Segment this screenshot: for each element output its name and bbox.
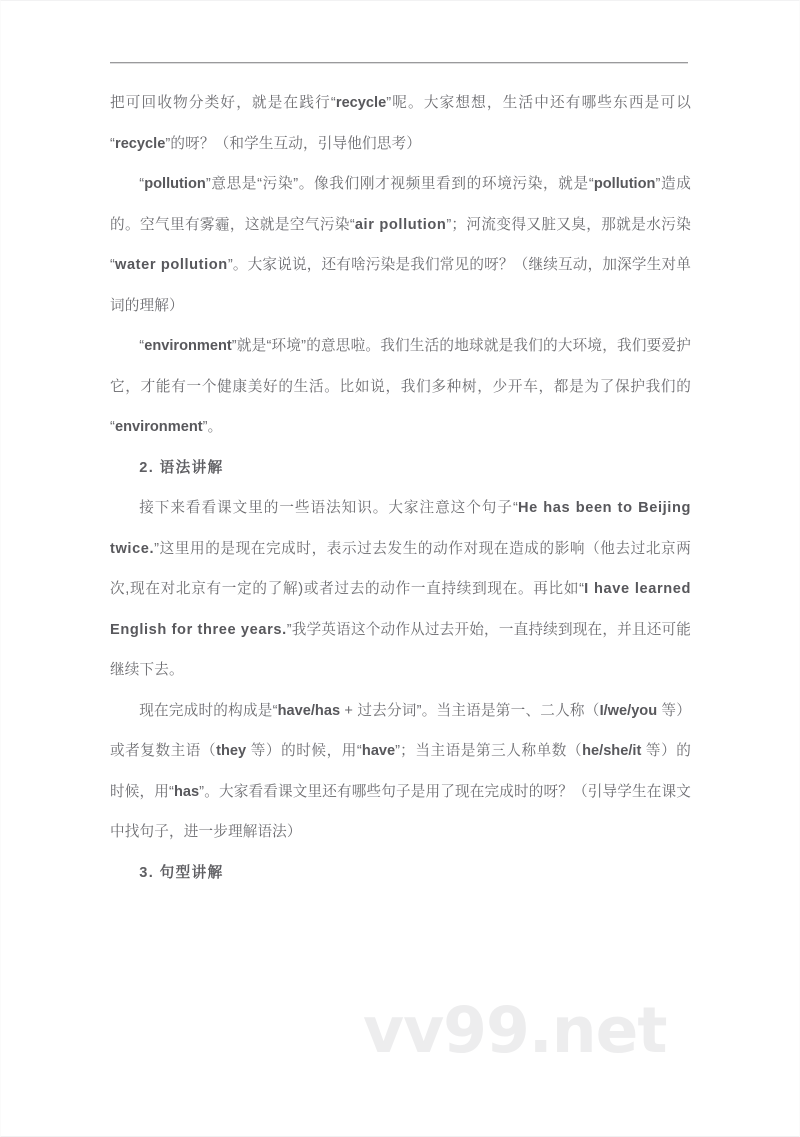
inline-english: he/she/it	[582, 743, 642, 759]
inline-english: I have learned English for three years.	[110, 581, 691, 638]
paragraph-present-perfect-form: 现在完成时的构成是“have/has + 过去分词”。当主语是第一、二人称（I/we/you 等）或者复数主语（they 等）的时候，用“have”；当主语是第三人称单数（he/she/it 等）的时候，用“has”。大家看看课文里还有哪些句子是用了现在完成时的呀？（引导学生在课文中找句子，进一步理解语法）	[110, 702, 691, 840]
page-canvas	[1, 1, 800, 1137]
inline-english: pollution	[144, 176, 206, 192]
inline-english: He has been to Beijing twice.	[110, 500, 691, 557]
inline-english: environment	[115, 419, 203, 435]
inline-english: recycle	[115, 135, 166, 152]
inline-english: pollution	[593, 176, 656, 192]
paragraph-recycle: 把可回收物分类好，就是在践行“recycle”呢。大家想想，生活中还有哪些东西是可以“recycle”的呀？（和学生互动，引导他们思考）	[110, 95, 691, 152]
site-watermark: vv99.net	[363, 994, 667, 1067]
paragraph-environment: “environment”就是“环境”的意思啦。我们生活的地球就是我们的大环境，我们要爱护它，才能有一个健康美好的生活。比如说，我们多种树，少开车，都是为了保护我们的“environment”。	[110, 338, 691, 435]
heading-sentence-patterns: 3. 句型讲解	[139, 864, 224, 881]
document-body	[110, 83, 691, 893]
header-divider-rule	[110, 62, 688, 64]
inline-english: air pollution	[354, 216, 447, 233]
inline-english: water pollution	[115, 257, 228, 273]
paragraph-present-perfect-intro: 接下来看看课文里的一些语法知识。大家注意这个句子“He has been to Beijing twice.”这里用的是现在完成时，表示过去发生的动作对现在造成的影响（他去过北京两次,现在对北京有一定的了解)或者过去的动作一直持续到现在。再比如“I have learned English for three years.”我学英语这个动作从过去开始，一直持续到现在，并且还可能继续下去。	[110, 500, 692, 678]
inline-english: have/has	[277, 702, 341, 719]
inline-english: they	[216, 743, 247, 759]
inline-english: have	[361, 743, 396, 759]
inline-english: has	[174, 783, 200, 800]
inline-english: I/we/you	[599, 702, 658, 719]
paragraph-pollution: “pollution”意思是“污染”。像我们刚才视频里看到的环境污染，就是“pollution”造成的。空气里有雾霾，这就是空气污染“air pollution”；河流变得又脏又臭，那就是水污染“water pollution”。大家说说，还有啥污染是我们常见的呀？（继续互动，加深学生对单词的理解）	[110, 176, 691, 314]
inline-english: environment	[144, 338, 232, 354]
heading-grammar: 2. 语法讲解	[139, 459, 224, 476]
inline-english: recycle	[335, 95, 387, 111]
